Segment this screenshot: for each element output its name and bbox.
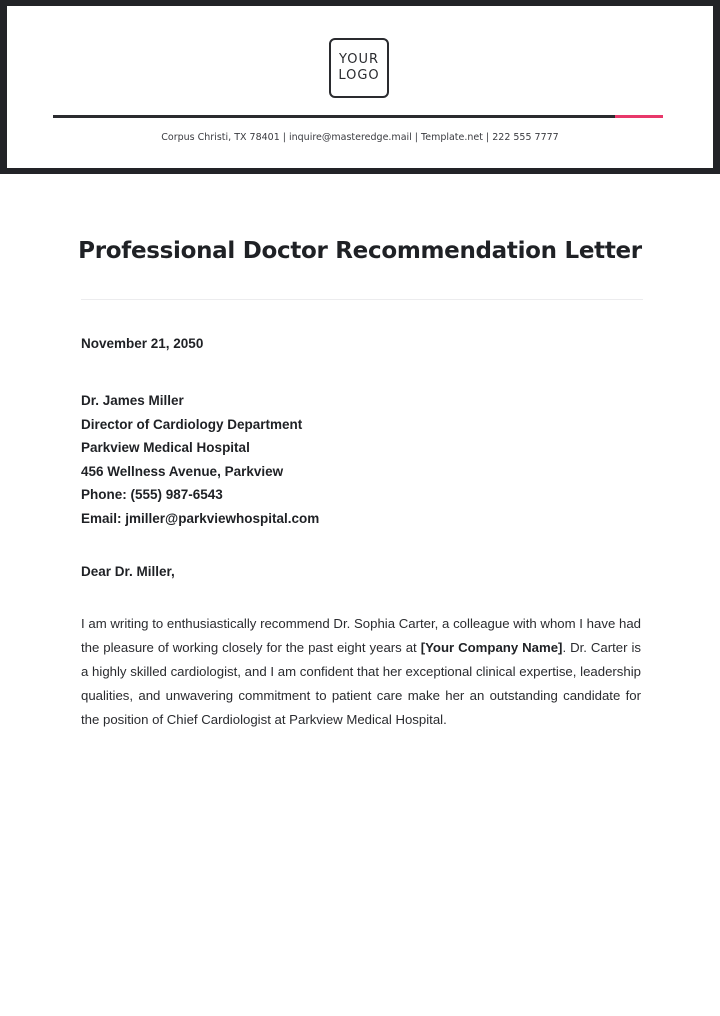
body-paragraph	[81, 612, 641, 732]
letterhead	[7, 6, 713, 168]
letter-title: Professional Doctor Recommendation Letter	[78, 238, 642, 264]
recipient-address: 456 Wellness Avenue, Parkview	[81, 463, 284, 479]
header-rule-accent	[615, 115, 663, 118]
body-text-part1: I am writing to enthusiastically recommend Dr. Sophia Carter, a colleague with whom I have had the pleasure of working closely for the past eight years at	[81, 616, 641, 655]
letter-date: November 21, 2050	[81, 336, 204, 351]
contact-info: Corpus Christi, TX 78401 | inquire@masteredge.mail | Template.net | 222 555 7777	[161, 132, 559, 143]
logo-text-line1: YOUR	[338, 52, 379, 67]
salutation: Dear Dr. Miller,	[81, 564, 175, 579]
letterhead-frame	[0, 0, 720, 174]
title-divider	[81, 299, 643, 300]
recipient-email: Email: jmiller@parkviewhospital.com	[81, 510, 320, 526]
recipient-name: Dr. James Miller	[81, 393, 184, 408]
logo-text-line2: LOGO	[338, 68, 380, 83]
header-rule	[53, 115, 663, 118]
body-text-part2: . Dr. Carter is a highly skilled cardiologist, and I am confident that her exceptional clinical expertise, leadership qualities, and unwavering commitment to patient care make her an outstanding candidate for the position of Chief Cardiologist at Parkview Medical Hospital.	[81, 640, 641, 727]
logo-placeholder	[329, 38, 389, 98]
recipient-block	[81, 389, 319, 530]
recipient-phone: Phone: (555) 987-6543	[81, 487, 223, 502]
recipient-organization: Parkview Medical Hospital	[81, 440, 250, 455]
company-name-placeholder: [Your Company Name]	[420, 640, 563, 655]
recipient-position: Director of Cardiology Department	[81, 416, 303, 432]
